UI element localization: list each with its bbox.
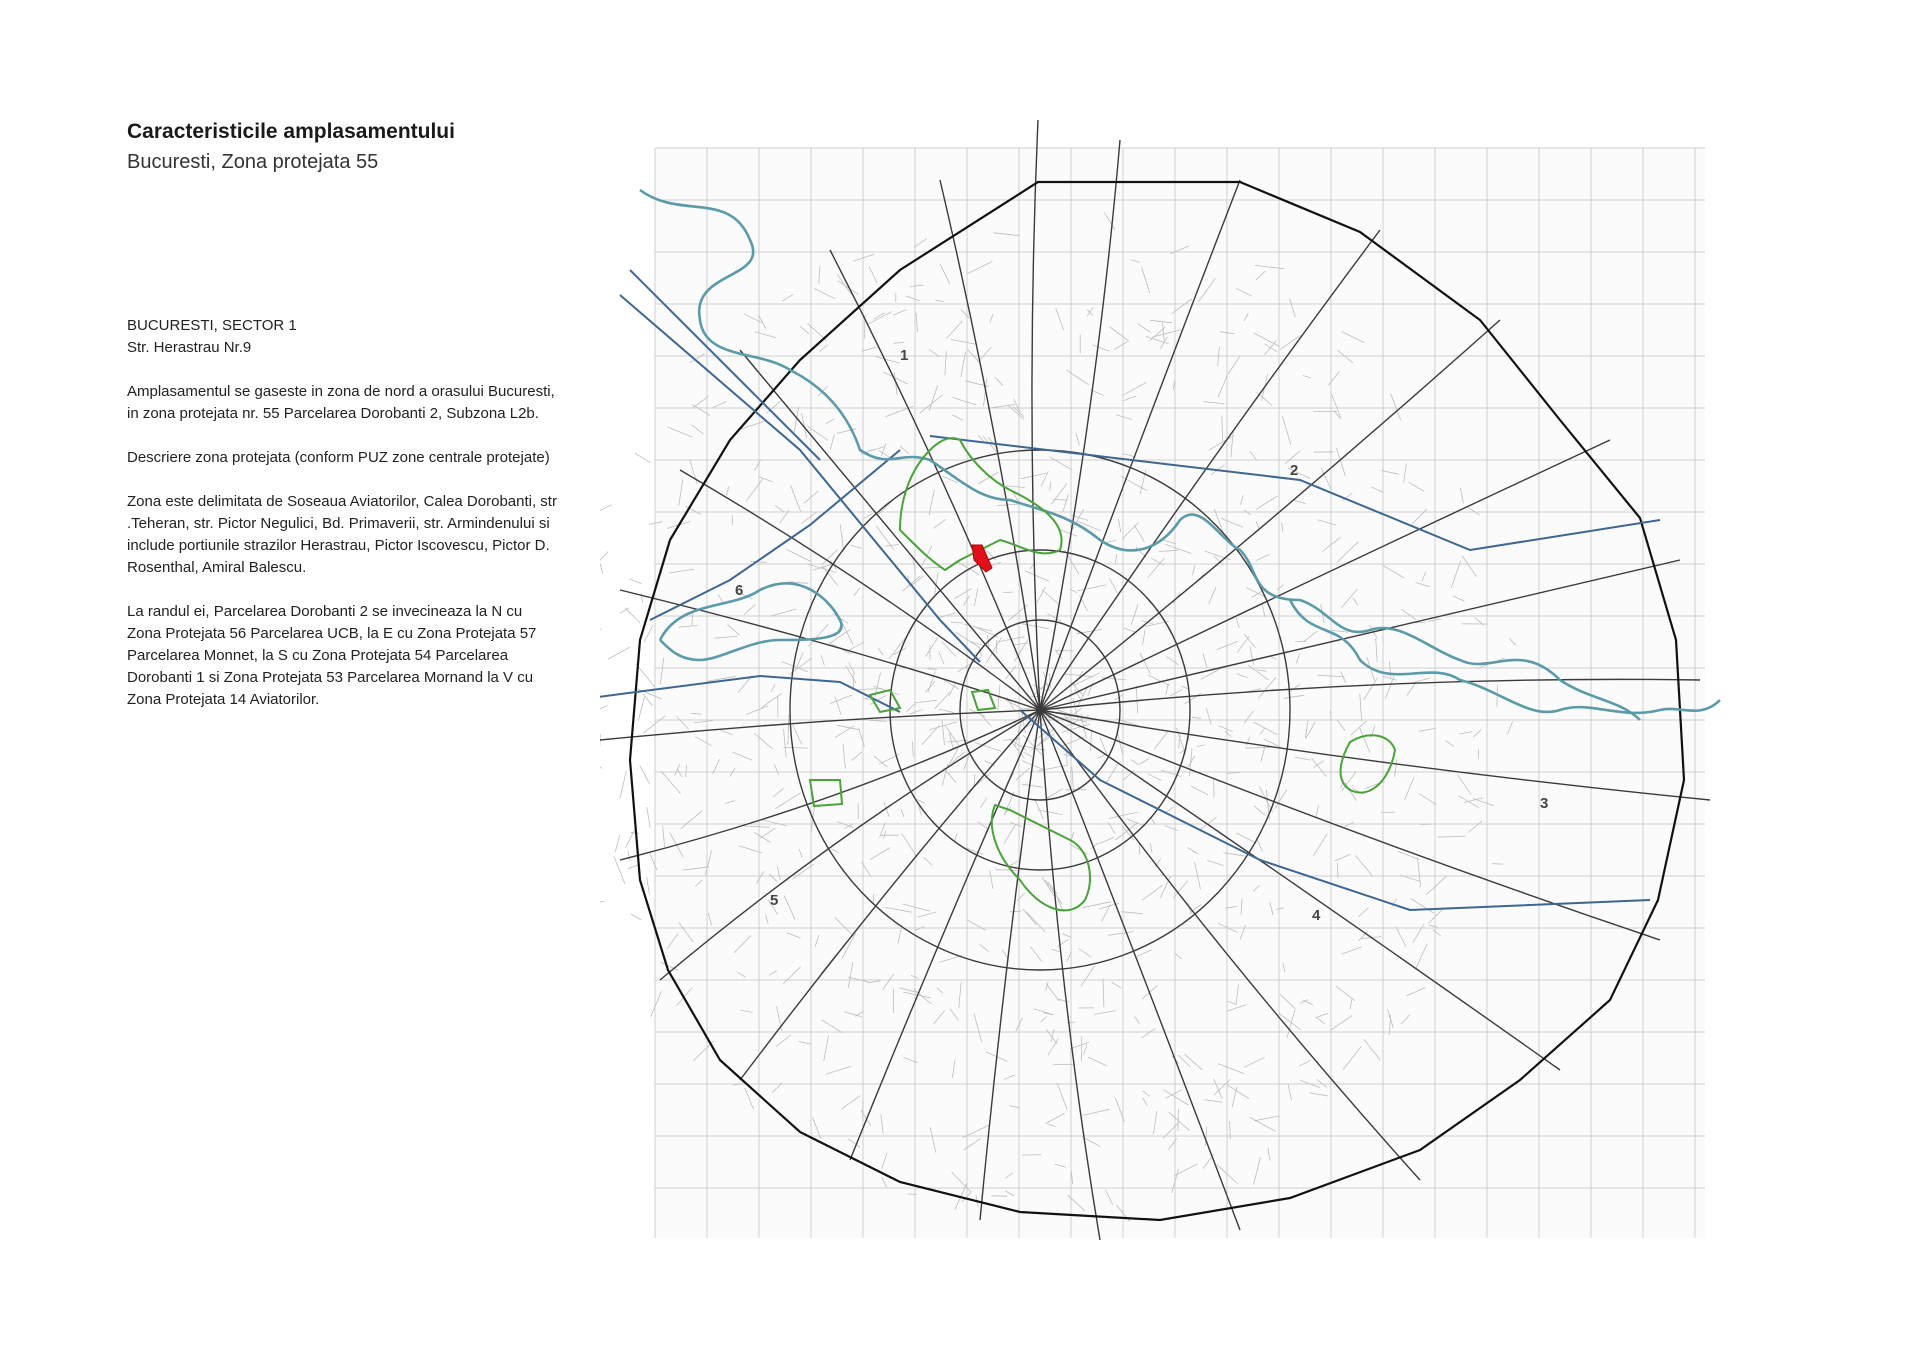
sector-label-5: 5	[770, 892, 779, 909]
street-texture-line	[600, 563, 603, 574]
sector-label-3: 3	[1540, 795, 1549, 812]
page-subtitle: Bucuresti, Zona protejata 55	[127, 151, 379, 173]
description-block	[127, 315, 557, 733]
bucharest-map	[600, 120, 1770, 1250]
street-texture-line	[626, 830, 635, 848]
street-texture-line	[600, 505, 612, 512]
street-texture-line	[625, 608, 640, 623]
street-texture-line	[620, 608, 630, 613]
street-texture-line	[608, 647, 631, 660]
sector-label-1: 1	[900, 347, 909, 364]
street-texture-line	[995, 870, 1018, 871]
street-texture-line	[620, 771, 626, 799]
street-texture-line	[647, 877, 650, 895]
page-title: Caracteristicile amplasamentului	[127, 120, 455, 143]
street-texture-line	[635, 453, 650, 463]
sector-label-4: 4	[1312, 907, 1321, 924]
street-texture-line	[615, 834, 620, 852]
zone-boundaries: Zona este delimitata de Soseaua Aviatorilor, Calea Dorobanti, str .Teheran, str. Pictor Negulici, Bd. Primaverii, str. Armindenului si include portiunile strazilor Herastrau, Pictor Iscovescu, Pictor D. Rosenthal, Amiral Balescu.	[127, 493, 557, 576]
street-texture-line	[600, 625, 602, 629]
street-texture-line	[600, 551, 608, 573]
street-texture-line	[631, 832, 639, 834]
map-background	[655, 148, 1705, 1238]
zone-neighbours: La randul ei, Parcelarea Dorobanti 2 se invecineaza la N cu Zona Protejata 56 Parcelarea UCB, la E cu Zona Protejata 57 Parcelarea Monnet, la S cu Zona Protejata 54 Parcelarea Dorobanti 1 si Zona Protejata 53 Parcelarea Mornand la V cu Zona Protejata 14 Aviatorilor.	[127, 603, 537, 708]
street-texture-line	[644, 625, 653, 642]
sector-label-2: 2	[1290, 462, 1299, 479]
street-texture-line	[640, 765, 650, 784]
street-texture-line	[628, 851, 630, 861]
street-texture-line	[853, 673, 854, 687]
sector-label-6: 6	[735, 582, 744, 599]
street-texture-line	[638, 697, 644, 721]
street-texture-line	[630, 579, 642, 584]
site-description: Amplasamentul se gaseste in zona de nord a orasului Bucuresti, in zona protejata nr. 55 Parcelarea Dorobanti 2, Subzona L2b.	[127, 383, 555, 422]
zone-description-heading: Descriere zona protejata (conform PUZ zone centrale protejate)	[127, 449, 550, 466]
location-street: Str. Herastrau Nr.9	[127, 339, 252, 356]
street-texture-line	[631, 914, 642, 920]
street-texture-line	[600, 901, 605, 902]
location-sector: BUCURESTI, SECTOR 1	[127, 317, 297, 334]
street-texture-line	[600, 764, 602, 768]
location-block	[127, 315, 557, 359]
street-texture-line	[873, 894, 874, 904]
street-texture-line	[643, 694, 652, 706]
street-texture-line	[647, 807, 650, 828]
street-texture-line	[614, 856, 625, 884]
street-texture-line	[600, 705, 607, 712]
street-texture-line	[1338, 863, 1339, 879]
